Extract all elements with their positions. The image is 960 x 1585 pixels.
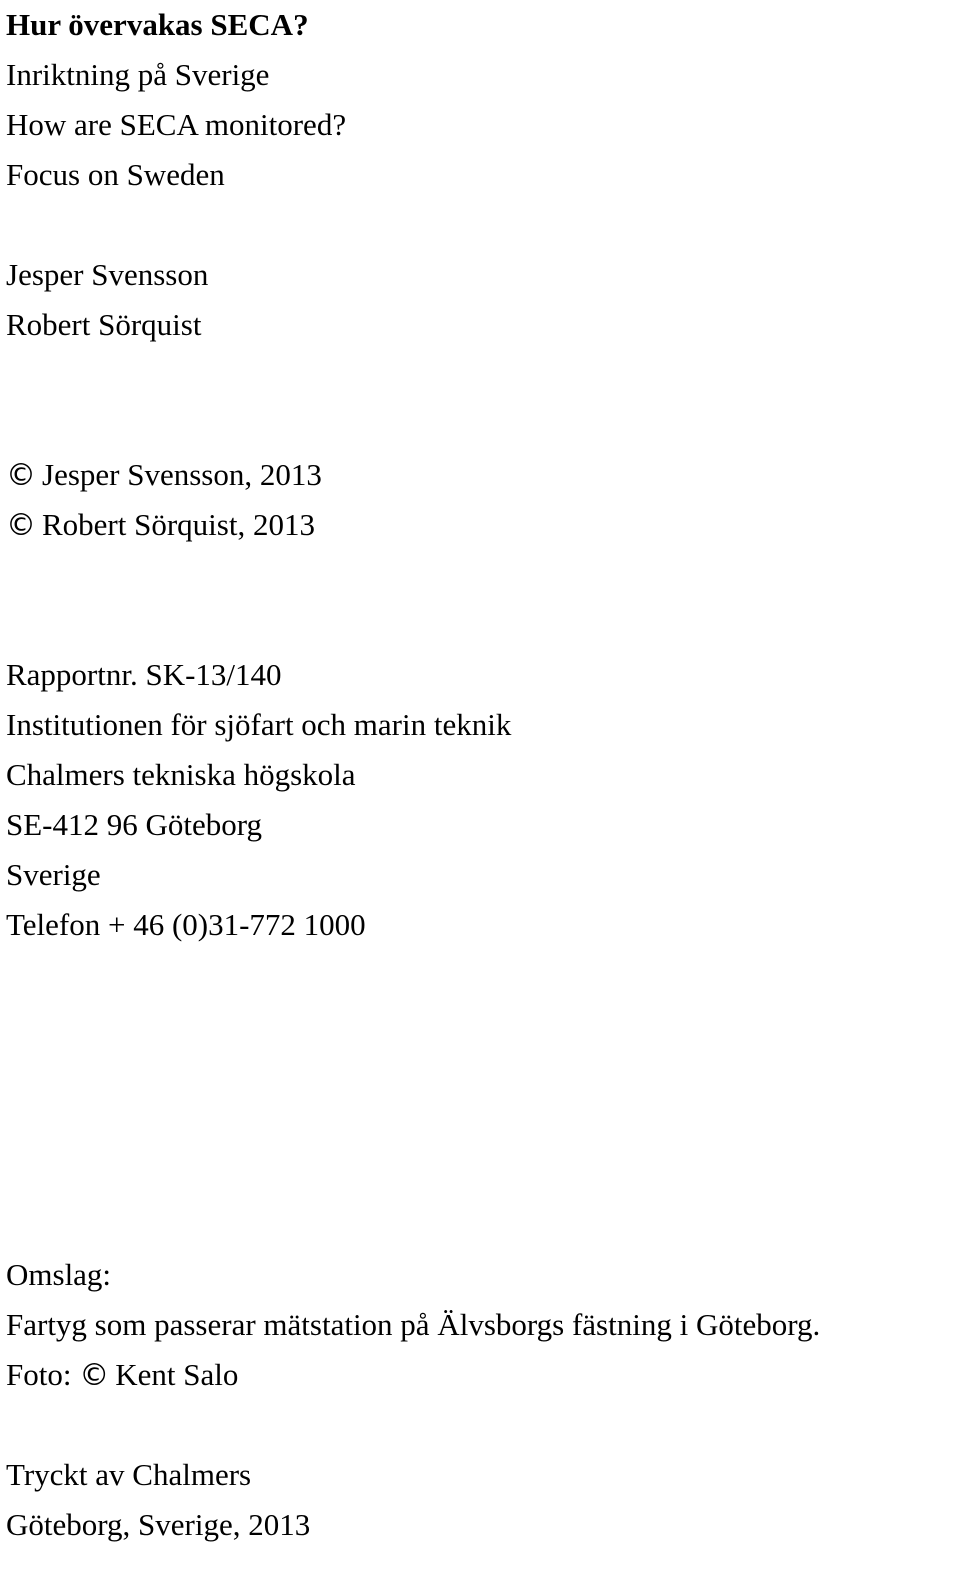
university: Chalmers tekniska högskola bbox=[6, 757, 356, 792]
department: Institutionen för sjöfart och marin teknik bbox=[6, 707, 512, 742]
subtitle-english: Focus on Sweden bbox=[6, 157, 225, 192]
photo-prefix: Foto: bbox=[6, 1357, 72, 1392]
spacer bbox=[6, 1400, 956, 1450]
author-1: Jesper Svensson bbox=[6, 257, 209, 292]
spacer bbox=[6, 550, 956, 650]
spacer bbox=[6, 350, 956, 450]
printed-by: Tryckt av Chalmers bbox=[6, 1457, 252, 1492]
copyright-text-1: Jesper Svensson, 2013 bbox=[42, 457, 322, 492]
copyright-icon: © bbox=[79, 1358, 110, 1393]
phone: Telefon + 46 (0)31-772 1000 bbox=[6, 907, 366, 942]
title-english: How are SECA monitored? bbox=[6, 107, 347, 142]
photo-credit-line bbox=[6, 1350, 956, 1400]
copyright-icon: © bbox=[6, 508, 36, 543]
photo-credit: Kent Salo bbox=[115, 1357, 239, 1392]
country: Sverige bbox=[6, 857, 101, 892]
author-2: Robert Sörquist bbox=[6, 307, 202, 342]
copyright-text-2: Robert Sörquist, 2013 bbox=[42, 507, 315, 542]
copyright-line-2 bbox=[6, 500, 956, 550]
title-swedish: Hur övervakas SECA? bbox=[6, 7, 309, 42]
postal-address: SE-412 96 Göteborg bbox=[6, 807, 263, 842]
document-page bbox=[6, 0, 956, 1550]
cover-caption: Fartyg som passerar mätstation på Älvsborgs fästning i Göteborg. bbox=[6, 1307, 821, 1342]
report-number: Rapportnr. SK-13/140 bbox=[6, 657, 282, 692]
spacer bbox=[6, 950, 956, 1250]
subtitle-swedish: Inriktning på Sverige bbox=[6, 57, 270, 92]
spacer bbox=[6, 200, 956, 250]
copyright-line-1 bbox=[6, 450, 956, 500]
copyright-icon: © bbox=[6, 458, 36, 493]
cover-label: Omslag: bbox=[6, 1257, 112, 1292]
print-place-year: Göteborg, Sverige, 2013 bbox=[6, 1507, 311, 1542]
